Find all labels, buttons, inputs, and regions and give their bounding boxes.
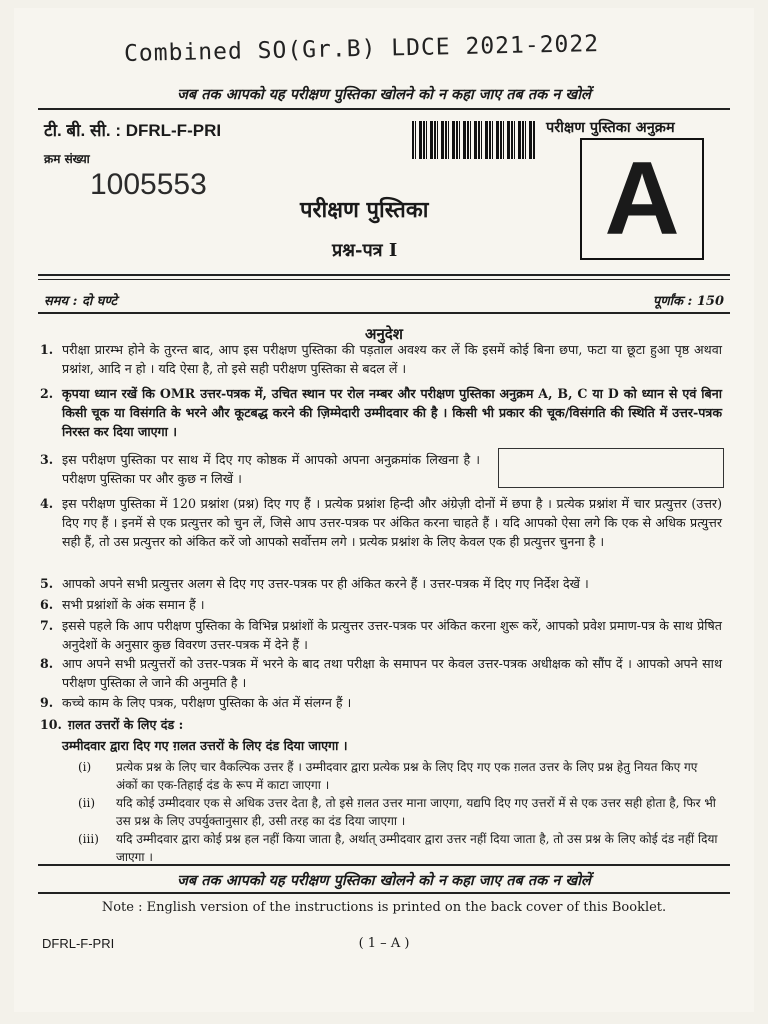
instruction-text: कृपया ध्यान रखें कि OMR उत्तर-पत्रक में, उचित स्थान पर रोल नम्बर और परीक्षण पुस्तिका अनुक्रम A, B, C या D को ध्यान से एवं बिना किसी चूक या विसंगति के भरने और कूटबद्ध करने की ज़िम्मेदारी उम्मीदवार की है । किसी भी प्रकार की चूक/विसंगति की स्थिति में उत्तर-पत्रक निरस्त कर दिया जाएगा । — [62, 386, 722, 439]
penalty-item-text: यदि कोई उम्मीदवार एक से अधिक उत्तर देता है, तो इसे ग़लत उत्तर माना जाएगा, यद्यपि दिए गए उत्तरों में से एक उत्तर सही होता है, फिर भी उस प्रश्न के लिए उपर्युक्तानुसार ही, उसी तरह का दंड दिया जाएगा । — [116, 796, 716, 828]
penalty-item-number: (i) — [78, 760, 92, 774]
booklet-cover-page — [14, 8, 754, 1012]
instruction-number: 3. — [40, 452, 54, 467]
instruction-text: आपको अपने सभी प्रत्युत्तर अलग से दिए गए उत्तर-पत्रक पर ही अंकित करने हैं । उत्तर-पत्रक में दिए गए निर्देश देखें । — [62, 576, 589, 591]
paper-title: प्रश्न-पत्र I — [332, 240, 398, 261]
header-divider-1 — [38, 274, 730, 276]
penalty-item-number: (iii) — [78, 832, 99, 846]
instruction-number: 10. — [40, 717, 62, 732]
instruction-text: आप अपने सभी प्रत्युत्तरों को उत्तर-पत्रक में भरने के बाद तथा परीक्षा के समापन पर केवल उत्तर-पत्रक अधीक्षक को सौंप दें । आपको अपने साथ परीक्षण पुस्तिका ले जाने की अनुमति है । — [62, 656, 722, 690]
instruction-number: 8. — [40, 656, 54, 671]
instruction-item — [40, 693, 722, 712]
header-divider-2 — [38, 279, 730, 280]
instruction-number: 1. — [40, 342, 54, 357]
page-number: ( 1 – A ) — [358, 936, 410, 951]
serial-number-label: क्रम संख्या — [44, 152, 90, 166]
instruction-number: 9. — [40, 695, 54, 710]
instruction-number: 6. — [40, 597, 54, 612]
barcode — [412, 121, 536, 159]
penalty-item — [78, 758, 722, 794]
instruction-text: परीक्षा प्रारम्भ होने के तुरन्त बाद, आप इस परीक्षण पुस्तिका की पड़ताल अवश्य कर लें कि इसमें कोई बिना छपा, फटा या छूटा हुआ पृष्ठ अथवा प्रश्नांश, आदि न हो । यदि ऐसा है, तो इसे सही परीक्षण पुस्तिका से बदल लें । — [62, 342, 722, 376]
bottom-divider — [38, 892, 730, 894]
penalty-item-text: प्रत्येक प्रश्न के लिए चार वैकल्पिक उत्तर हैं । उम्मीदवार द्वारा प्रत्येक प्रश्न के लिए दिए गए एक ग़लत उत्तर के लिए प्रश्न हेतु नियत किए गए अंकों का एक-तिहाई दंड के रूप में काटा जाएगा । — [116, 760, 698, 792]
instruction-text: कच्चे काम के लिए पत्रक, परीक्षण पुस्तिका के अंत में संलग्न हैं । — [62, 695, 352, 710]
series-box — [580, 138, 704, 260]
penalty-item-text: यदि उम्मीदवार द्वारा कोई प्रश्न हल नहीं किया जाता है, अर्थात् उम्मीदवार द्वारा उत्तर नहीं दिया जाता है, तो उस प्रश्न के लिए कोई दंड नहीं दिया जाएगा । — [116, 832, 718, 864]
booklet-series-label: परीक्षण पुस्तिका अनुक्रम — [546, 119, 675, 136]
instruction-text: सभी प्रश्नांशों के अंक समान हैं । — [62, 597, 205, 612]
instruction-item — [40, 340, 722, 378]
penalty-item — [78, 830, 722, 866]
handwritten-exam-title: Combined SO(Gr.B) LDCE 2021-2022 — [123, 31, 600, 67]
time-divider — [38, 312, 730, 314]
instruction-item — [40, 574, 722, 593]
instruction-text: इस परीक्षण पुस्तिका पर साथ में दिए गए कोष्ठक में आपको अपना अनुक्रमांक लिखना है । परीक्षण पुस्तिका पर और कुछ न लिखें । — [62, 452, 480, 486]
instruction-number: 7. — [40, 618, 54, 633]
instruction-item — [40, 595, 722, 614]
penalty-item — [78, 794, 722, 830]
series-letter: A — [604, 141, 680, 257]
penalty-heading — [40, 736, 722, 755]
penalty-item-number: (ii) — [78, 796, 96, 810]
time-allowed: समय : दो घण्टे — [44, 294, 118, 309]
instruction-item — [40, 616, 722, 654]
tbc-code: टी. बी. सी. : DFRL-F-PRI — [44, 121, 222, 140]
instruction-number: 5. — [40, 576, 54, 591]
serial-number: 1005553 — [90, 168, 207, 201]
instruction-text: ग़लत उत्तरों के लिए दंड : — [68, 717, 184, 732]
instruction-item — [40, 715, 722, 734]
penalty-heading-text: उम्मीदवार द्वारा दिए गए ग़लत उत्तरों के लिए दंड दिया जाएगा । — [62, 738, 348, 753]
instruction-number: 4. — [40, 496, 54, 511]
english-version-note: Note : English version of the instructions is printed on the back cover of this Booklet. — [101, 900, 667, 915]
footer-code: DFRL-F-PRI — [42, 936, 115, 951]
instruction-item — [40, 450, 480, 488]
instruction-text: इससे पहले कि आप परीक्षण पुस्तिका के विभिन्न प्रश्नांशों के प्रत्युत्तर उत्तर-पत्रक पर अंकित करना शुरू करें, आपको प्रवेश प्रमाण-पत्र के साथ प्रेषित अनुदेशों के अनुसार कुछ विवरण उत्तर-पत्रक में देने हैं । — [62, 618, 722, 652]
roll-number-box[interactable] — [498, 448, 724, 488]
bottom-divider-top — [38, 864, 730, 866]
do-not-open-banner-top: जब तक आपको यह परीक्षण पुस्तिका खोलने को न कहा जाए तब तक न खोलें — [177, 86, 591, 103]
booklet-title: परीक्षण पुस्तिका — [300, 197, 429, 223]
top-divider — [38, 108, 730, 110]
maximum-marks: पूर्णांक : 150 — [652, 294, 724, 309]
do-not-open-banner-bottom: जब तक आपको यह परीक्षण पुस्तिका खोलने को न कहा जाए तब तक न खोलें — [177, 872, 591, 889]
instruction-item — [40, 654, 722, 692]
instruction-item — [40, 384, 722, 441]
instructions-heading: अनुदेश — [365, 325, 403, 343]
instruction-item — [40, 494, 722, 551]
instruction-text: इस परीक्षण पुस्तिका में 120 प्रश्नांश (प्रश्न) दिए गए हैं । प्रत्येक प्रश्नांश हिन्दी और अंग्रेज़ी दोनों में छपा है । प्रत्येक प्रश्नांश में चार प्रत्युत्तर (उत्तर) दिए गए हैं । इनमें से एक प्रत्युत्तर को चुन लें, जिसे आप उत्तर-पत्रक पर अंकित करना चाहते हैं । यदि आपको ऐसा लगे कि एक से अधिक प्रत्युत्तर सही हैं, तो उस प्रत्युत्तर को अंकित करें जो आपको सर्वोत्तम लगे । प्रत्येक प्रश्नांश के लिए केवल एक ही प्रत्युत्तर चुनना है । — [62, 496, 722, 549]
instruction-number: 2. — [40, 386, 54, 401]
